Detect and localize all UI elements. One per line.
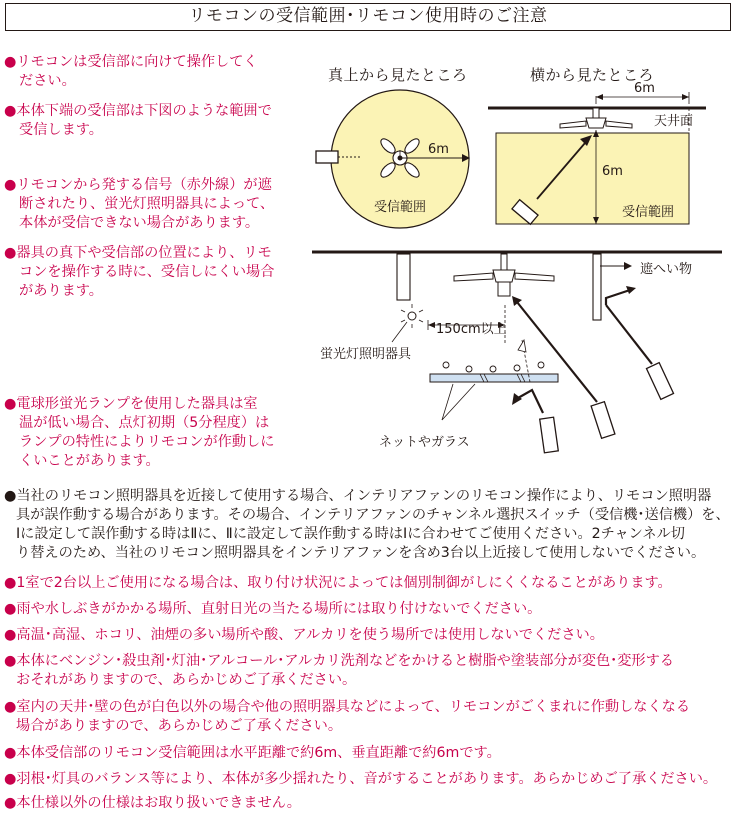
bullet-icon: ● — [4, 575, 17, 591]
note-line: り替えのため、当社のリモコン照明器具をインテリアファンを含め3台以上近接して使用しないでください。 — [16, 545, 706, 561]
spacing-label: 150cm以上 — [436, 322, 507, 337]
top-view-title: 真上から見たところ — [328, 66, 468, 84]
top-view-range-label: 受信範囲 — [374, 200, 427, 215]
net-glass-label: ネットやガラス — [379, 435, 470, 450]
note-line: 場合がありますので、あらかじめご了承ください。 — [16, 718, 343, 734]
note-line: ●本体にベンジン･殺虫剤･灯油･アルコール･アルカリ洗剤などをかけると樹脂や塗装部分が変色･変形する — [4, 653, 674, 669]
remote-blocked-by-fixture — [591, 402, 615, 439]
bullet-icon: ● — [4, 699, 17, 715]
note-range-spec: ●本体受信部のリモコン受信範囲は水平距離で約6m、垂直距離で約6mです。 — [4, 745, 501, 761]
note-line: ランプの特性によりリモコンが作動しに — [19, 434, 275, 450]
note-wall-color — [4, 698, 732, 736]
bullet-icon: ● — [4, 396, 17, 412]
note-line: 本体が受信できない場合があります。 — [19, 215, 260, 231]
note-line: 温が低い場合、点灯初期（5分程度）は — [19, 415, 270, 431]
note-humidity-dust: ●高温･高湿、ホコリ、油煙の多い場所や酸、アルカリを使う場所では使用しないでください。 — [4, 627, 604, 643]
bullet-icon: ● — [4, 103, 17, 119]
net-glass-panel — [430, 374, 558, 382]
note-line: ●リモコンから発する信号（赤外線）が遮 — [4, 177, 272, 193]
bullet-icon: ● — [4, 601, 17, 617]
bullet-icon: ● — [4, 653, 17, 669]
note-multiple-units: ●1室で2台以上ご使用になる場合は、取り付け状況によっては個別制御がしにくくなることがあります。 — [4, 575, 672, 591]
scene-fan-icon — [454, 254, 554, 296]
bullet-icon: ● — [4, 795, 17, 811]
bullet-icon: ● — [4, 245, 17, 261]
ceiling-label: 天井面 — [654, 114, 694, 129]
note-rain-sun: ●雨や水しぶきがかかる場所、直射日光の当たる場所には取り付けないでください。 — [4, 601, 542, 617]
note-vibration: ●羽根･灯具のバランス等により、本体が多少揺れたり、音がすることがあります。あらかじめご了承ください。 — [4, 771, 718, 787]
bullet-icon: ● — [4, 745, 17, 761]
note-line: ●室内の天井･壁の色が白色以外の場合や他の照明器具などによって、リモコンがごくまれに作動しなくなる — [4, 699, 691, 715]
bullet-icon: ● — [4, 771, 17, 787]
side-view-fan-icon — [560, 108, 632, 128]
side-vertical-distance-label: 6m — [602, 164, 623, 179]
note-line: ●本体下端の受信部は下図のような範囲で — [4, 103, 272, 119]
page-title: リモコンの受信範囲･リモコン使用時のご注意 — [5, 3, 731, 31]
note-other-remote-fixtures — [4, 487, 732, 563]
top-view-distance-label: 6m — [428, 142, 449, 157]
remote-blocked-by-net — [540, 417, 559, 453]
note-line: ●電球形蛍光ランプを使用した器具は室 — [4, 396, 258, 412]
note-line: ださい。 — [19, 73, 76, 89]
fluorescent-fixture-icon — [397, 254, 423, 328]
bullet-icon: ● — [4, 627, 17, 643]
shield-obstacle — [593, 254, 601, 320]
side-view-title: 横から見たところ — [530, 66, 655, 84]
note-line: 断されたり、蛍光灯照明器具によって、 — [19, 196, 275, 212]
note-line: くいことがあります。 — [19, 453, 160, 469]
bullet-icon: ● — [4, 54, 17, 70]
note-line: おそれがありますので、あらかじめご了承ください。 — [16, 672, 357, 688]
note-line: ●リモコンは受信部に向けて操作してく — [4, 54, 258, 70]
note-line: ●当社のリモコン照明器具を近接して使用する場合、インテリアファンのリモコン操作により、リモコン照明器 — [4, 488, 712, 504]
note-line: ●器具の真下や受信部の位置により、リモ — [4, 245, 272, 261]
bullet-icon: ● — [4, 488, 17, 504]
shield-label: 遮へい物 — [640, 262, 693, 277]
side-view-range-label: 受信範囲 — [622, 205, 675, 220]
note-line: 受信します。 — [19, 122, 103, 138]
note-line: があります。 — [19, 283, 103, 299]
fluorescent-label: 蛍光灯照明器具 — [320, 347, 412, 362]
note-line: 具が誤作動する場合があります。その場合、インテリアファンのチャンネル選択スイッチ（受信機･送信機）を、 — [16, 507, 730, 523]
top-view-remote — [316, 151, 338, 163]
note-line: コンを操作する時に、受信しにくい場合 — [19, 264, 275, 280]
remote-blocked-by-shield — [646, 363, 673, 400]
note-chemicals — [4, 652, 732, 690]
note-line: Ⅰに設定して誤作動する時はⅡに、Ⅱに設定して誤作動する時はⅠに合わせてご使用ください。2チャンネル切 — [16, 526, 685, 542]
note-spec-limit: ●本仕様以外の仕様はお取り扱いできません。 — [4, 795, 301, 811]
bullet-icon: ● — [4, 177, 17, 193]
side-horizontal-distance-label: 6m — [634, 81, 655, 96]
